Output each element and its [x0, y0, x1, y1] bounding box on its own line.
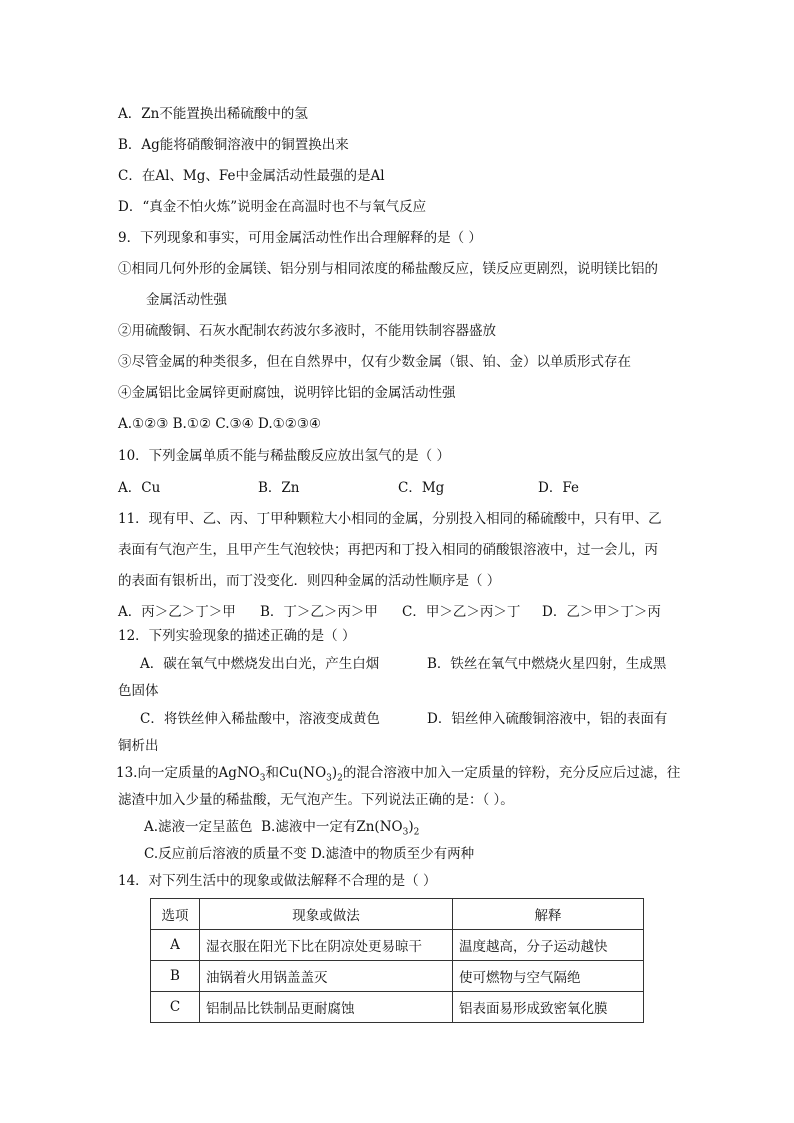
q9-stem: 9．下列现象和事实，可用金属活动性作出合理解释的是（ ） [118, 230, 482, 246]
q11-option-d: D．乙＞甲＞丁＞丙 [542, 604, 661, 620]
q13-option-c: C.反应前后溶液的质量不变 [144, 846, 307, 862]
q11-option-b: B．丁＞乙＞丙＞甲 [260, 604, 378, 620]
row-phenomenon: 油锅着火用锅盖盖灭 [200, 961, 453, 992]
q13-option-a: A.滤液一定呈蓝色 [144, 819, 253, 835]
table-header-row [151, 899, 644, 930]
q11-line-3: 的表面有银析出，而丁没变化．则四种金属的活动性顺序是（ ） [118, 573, 501, 589]
q12-option-d: D．铝丝伸入硫酸铜溶液中，铝的表面有 [427, 711, 668, 727]
q10-option-b: B．Zn [258, 480, 300, 496]
header-phenomenon: 现象或做法 [200, 899, 453, 930]
table-row [151, 961, 644, 992]
q9-item-4: ④金属铝比金属锌更耐腐蚀，说明锌比铝的金属活动性强 [118, 385, 456, 401]
row-option: C [151, 992, 200, 1023]
q10-stem: 10．下列金属单质不能与稀盐酸反应放出氢气的是（ ） [118, 448, 450, 464]
q11-line-1: 11．现有甲、乙、丙、丁甲种颗粒大小相同的金属，分别投入相同的稀硫酸中，只有甲、乙 [118, 511, 662, 527]
q13-line-1: 13.向一定质量的AgNO$_3$和$Cu(NO_3)_2$的混合溶液中加入一定质量的锌粉，充分反应后过滤，往 [116, 765, 681, 784]
header-option: 选项 [151, 899, 200, 930]
q8-option-a: A．Zn不能置换出稀硫酸中的氢 [118, 106, 308, 122]
row-explanation: 温度越高，分子运动越快 [453, 930, 644, 961]
q12-stem: 12．下列实验现象的描述正确的是（ ） [118, 628, 356, 644]
q10-options [118, 479, 678, 497]
q11-options [118, 603, 678, 621]
q8-option-b: B．Ag能将硝酸铜溶液中的铜置换出来 [118, 137, 349, 153]
q12-option-d-cont: 铜析出 [118, 738, 159, 754]
q13-options-ab [144, 818, 419, 842]
q8-option-c: C．在Al、Mg、Fe中金属活动性最强的是Al [118, 168, 385, 184]
row-option: B [151, 961, 200, 992]
q12-option-b: B．铁丝在氧气中燃烧火星四射，生成黑 [427, 656, 667, 672]
q8-option-d: D．“真金不怕火炼”说明金在高温时也不与氧气反应 [118, 199, 427, 215]
q9-item-2: ②用硫酸铜、石灰水配制农药波尔多液时，不能用铁制容器盛放 [118, 323, 496, 339]
q9-item-1: ①相同几何外形的金属镁、铝分别与相同浓度的稀盐酸反应，镁反应更剧烈，说明镁比铝的 [118, 261, 658, 277]
q9-options: A.①②③ B.①② C.③④ D.①②③④ [118, 416, 322, 432]
q14-table [150, 898, 644, 1023]
q13-options-cd [144, 845, 474, 863]
row-explanation: 铝表面易形成致密氧化膜 [453, 992, 644, 1023]
q13-option-d: D.滤渣中的物质至少有两种 [310, 846, 475, 862]
q12-option-c: C．将铁丝伸入稀盐酸中，溶液变成黄色 [140, 711, 380, 727]
row-explanation: 使可燃物与空气隔绝 [453, 961, 644, 992]
row-option: A [151, 930, 200, 961]
q13-line-2: 滤渣中加入少量的稀盐酸，无气泡产生。下列说法正确的是：（ ）。 [118, 792, 514, 808]
q10-option-c: C．Mg [398, 480, 445, 496]
q10-option-a: A．Cu [118, 480, 161, 496]
q13-option-b: B.滤液中一定有$Zn(NO_3)_2$ [261, 819, 420, 838]
q14-stem: 14．对下列生活中的现象或做法解释不合理的是（ ） [118, 873, 437, 889]
q11-option-a: A．丙＞乙＞丁＞甲 [118, 604, 236, 620]
q9-item-3: ③尽管金属的种类很多，但在自然界中，仅有少数金属（银、铂、金）以单质形式存在 [118, 354, 631, 370]
q12-option-b-cont: 色固体 [118, 683, 159, 699]
table-row [151, 930, 644, 961]
q9-item-1-cont: 金属活动性强 [146, 292, 227, 308]
q11-option-c: C．甲＞乙＞丙＞丁 [402, 604, 521, 620]
table-row [151, 992, 644, 1023]
header-explanation: 解释 [453, 899, 644, 930]
q12-option-a: A．碳在氧气中燃烧发出白光，产生白烟 [140, 656, 380, 672]
q11-line-2: 表面有气泡产生，且甲产生气泡较快；再把丙和丁投入相同的硝酸银溶液中，过一会儿，丙 [118, 542, 658, 558]
q10-option-d: D．Fe [538, 480, 579, 496]
row-phenomenon: 铝制品比铁制品更耐腐蚀 [200, 992, 453, 1023]
row-phenomenon: 湿衣服在阳光下比在阴凉处更易晾干 [200, 930, 453, 961]
